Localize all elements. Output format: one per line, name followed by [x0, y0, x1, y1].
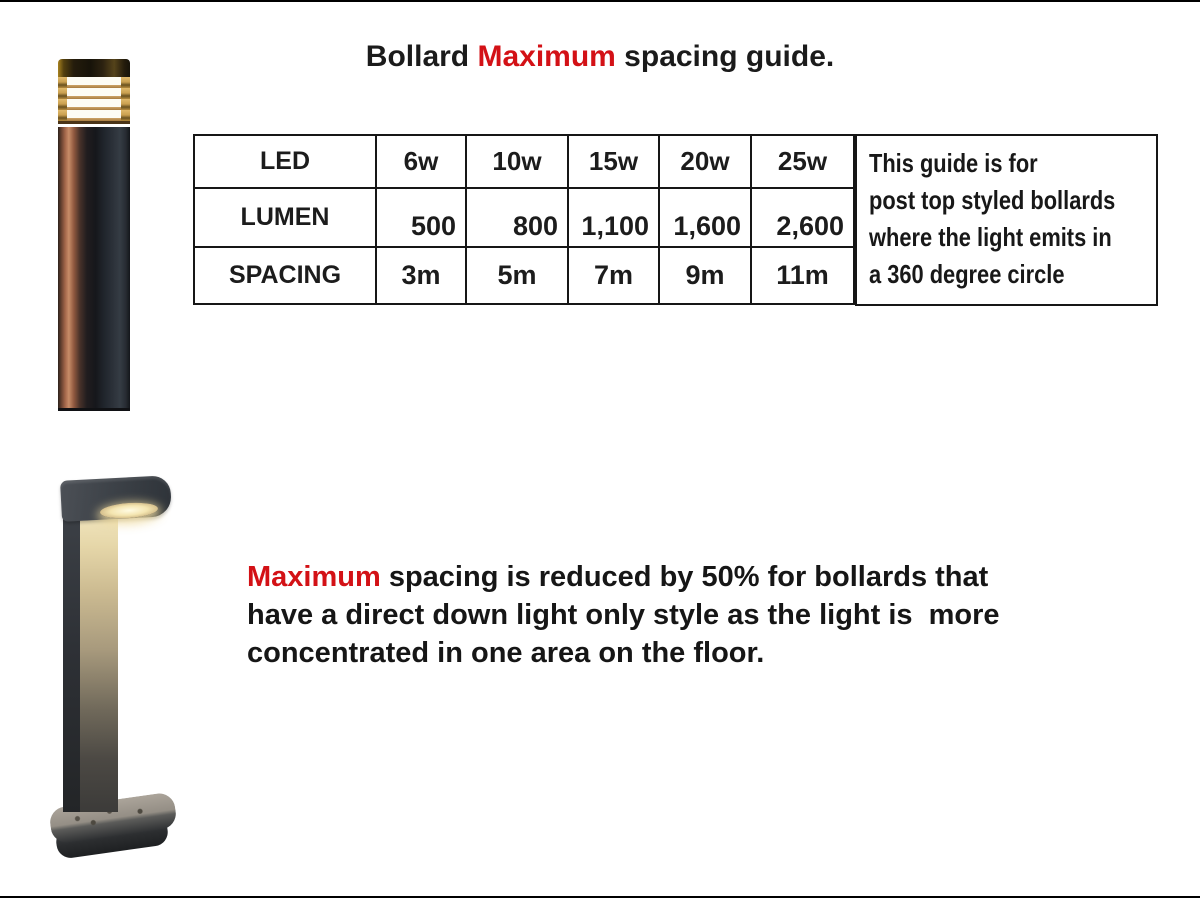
led-cell: 10w — [466, 135, 568, 188]
note-line: where the light emits in — [869, 222, 1112, 252]
lumen-cell: 800 — [466, 188, 568, 247]
bollard-lit-face — [80, 516, 118, 812]
guide-note-box — [855, 134, 1158, 306]
led-cell: 15w — [568, 135, 659, 188]
spacing-cell: 9m — [659, 247, 751, 304]
footnote-line-1-rest: spacing is reduced by 50% for bollards that — [380, 561, 989, 593]
spacing-table — [193, 134, 855, 305]
note-line: a 360 degree circle — [869, 259, 1065, 289]
bollard-light-band — [58, 77, 130, 124]
note-line: This guide is for — [869, 148, 1038, 178]
footnote-line-3: concentrated in one area on the floor. — [247, 637, 765, 669]
led-cell: 6w — [376, 135, 466, 188]
title-suffix: spacing guide. — [615, 40, 835, 73]
spacing-cell: 5m — [466, 247, 568, 304]
page-title — [0, 40, 1200, 74]
lumen-cell: 2,600 — [751, 188, 854, 247]
bollard-cap — [58, 59, 130, 77]
led-cell: 25w — [751, 135, 854, 188]
row-label-led: LED — [194, 135, 376, 188]
table-row-spacing — [194, 247, 854, 304]
bollard-post-edge — [63, 514, 80, 812]
spacing-cell: 3m — [376, 247, 466, 304]
footnote-paragraph — [247, 558, 1000, 672]
title-prefix: Bollard — [365, 40, 478, 73]
title-highlight-maximum: Maximum — [477, 40, 616, 73]
spacing-cell: 11m — [751, 247, 854, 304]
lumen-cell: 500 — [376, 188, 466, 247]
led-cell: 20w — [659, 135, 751, 188]
bollard-body — [58, 127, 130, 411]
spacing-cell: 7m — [568, 247, 659, 304]
down-light-bollard-photo — [48, 470, 183, 862]
row-label-lumen: LUMEN — [194, 188, 376, 247]
post-top-bollard-photo — [58, 59, 130, 411]
footnote-line-1 — [247, 558, 1000, 596]
lumen-cell: 1,600 — [659, 188, 751, 247]
row-label-spacing: SPACING — [194, 247, 376, 304]
note-line: post top styled bollards — [869, 185, 1116, 215]
footnote-line-2: have a direct down light only style as the light is more — [247, 599, 1000, 631]
table-row-lumen — [194, 188, 854, 247]
footnote-highlight-maximum: Maximum — [247, 561, 381, 593]
table-row-led — [194, 135, 854, 188]
lumen-cell: 1,100 — [568, 188, 659, 247]
